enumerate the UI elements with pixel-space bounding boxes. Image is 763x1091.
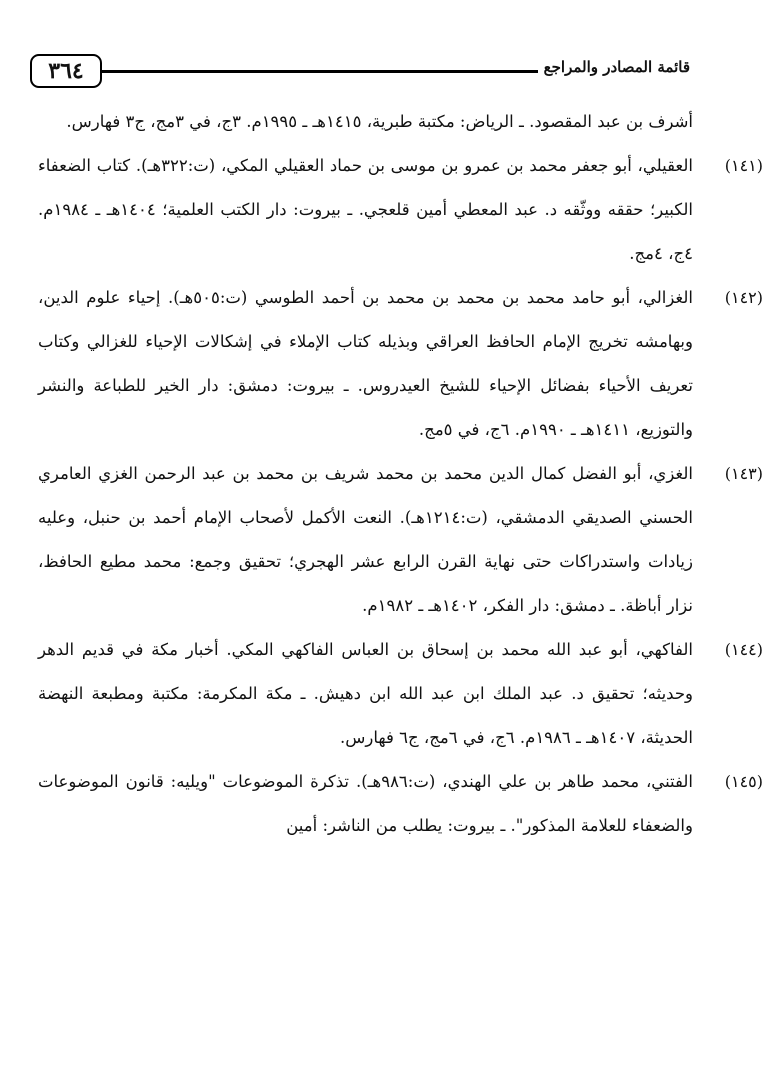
bibliography-entry (38, 628, 763, 760)
continuation-text: أشرف بن عبد المقصود. ـ الرياض: مكتبة طبرية، ١٤١٥هـ ـ ١٩٩٥م. ٣ج، في ٣مج، ج٣ فهارس. (66, 112, 693, 131)
entry-text: الغزي، أبو الفضل كمال الدين محمد بن محمد شريف بن محمد بن عبد الرحمن الغزي العامري الحسني الصديقي الدمشقي، (ت:١٢١٤هـ). النعت الأكمل لأصحاب الإمام أحمد بن حنبل، وعليه زيادات واستدراكات حتى نهاية القرن الرابع عشر الهجري؛ تحقيق وجمع: محمد مطيع الحافظ، نزار أباظة. ـ دمشق: دار الفكر، ١٤٠٢هـ ـ ١٩٨٢م. (38, 464, 693, 615)
running-title: قائمة المصادر والمراجع (543, 58, 690, 76)
header-rule (102, 70, 538, 73)
entry-number: (١٤٣) (724, 464, 763, 483)
page-number: ٣٦٤ (30, 54, 102, 88)
bibliography-entry (38, 144, 763, 276)
entry-number: (١٤١) (724, 156, 763, 175)
page-header (30, 54, 690, 94)
entry-text: العقيلي، أبو جعفر محمد بن عمرو بن موسى بن حماد العقيلي المكي، (ت:٣٢٢هـ). كتاب الضعفاء الكبير؛ حققه ووثّقه د. عبد المعطي أمين قلعجي. ـ بيروت: دار الكتب العلمية؛ ١٤٠٤هـ ـ ١٩٨٤م. ٤ج، ٤مج. (38, 156, 694, 263)
entry-number: (١٤٥) (724, 772, 763, 791)
bibliography-entry (38, 276, 763, 452)
entry-text: الفتني، محمد طاهر بن علي الهندي، (ت:٩٨٦هـ). تذكرة الموضوعات "ويليه: قانون الموضوعات والضعفاء للعلامة المذكور". ـ بيروت: يطلب من الناشر: أمين (38, 772, 693, 835)
entry-text: الفاكهي، أبو عبد الله محمد بن إسحاق بن العباس الفاكهي المكي. أخبار مكة في قديم الدهر وحديثه؛ تحقيق د. عبد الملك ابن عبد الله ابن دهيش. ـ مكة المكرمة: مكتبة ومطبعة النهضة الحديثة، ١٤٠٧هـ ـ ١٩٨٦م. ٦ج، في ٦مج، ج٦ فهارس. (38, 640, 693, 747)
entry-text: الغزالي، أبو حامد محمد بن محمد بن محمد بن أحمد الطوسي (ت:٥٠٥هـ). إحياء علوم الدين، وبهامشه تخريج الإمام الحافظ العراقي وبذيله كتاب الإملاء في إشكالات الإحياء للغزالي وكتاب تعريف الأحياء بفضائل الإحياء للشيخ العيدروس. ـ بيروت: دمشق: دار الخير للطباعة والنشر والتوزيع، ١٤١١هـ ـ ١٩٩٠م. ٦ج، في ٥مج. (38, 288, 693, 439)
bibliography-entry (38, 760, 763, 848)
entry-number: (١٤٢) (724, 288, 763, 307)
bibliography-body (38, 100, 763, 848)
entry-number: (١٤٤) (724, 640, 763, 659)
bibliography-entry (38, 452, 763, 628)
